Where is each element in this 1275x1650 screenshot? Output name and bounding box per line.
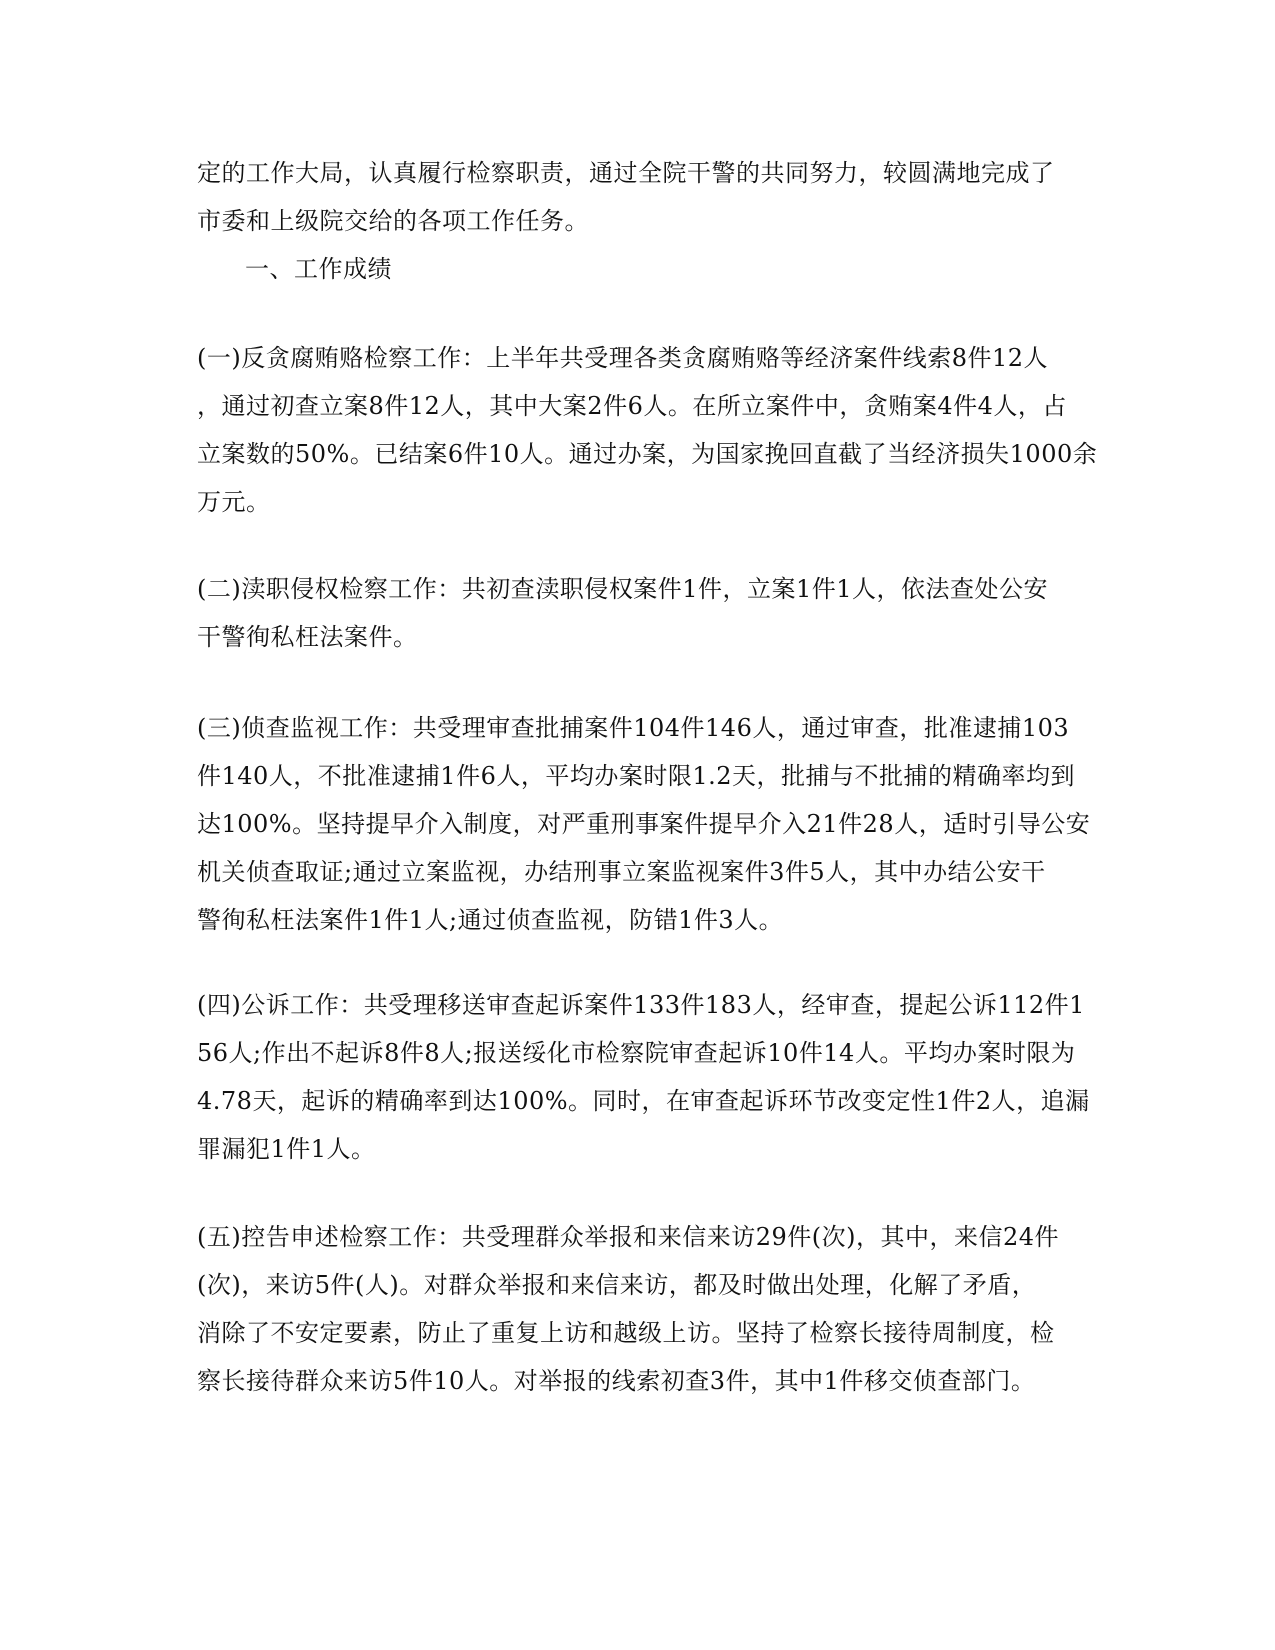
- paragraph-investigation-supervision: [197, 704, 1091, 944]
- paragraph-anti-corruption: [197, 334, 1098, 526]
- paragraph-dereliction: [197, 565, 1077, 661]
- paragraph-line: 56人;作出不起诉8件8人;报送绥化市检察院审查起诉10件14人。平均办案时限为: [197, 1039, 1076, 1067]
- paragraph-line: (次)，来访5件(人)。对群众举报和来信来访，都及时做出处理，化解了矛盾，: [197, 1271, 1037, 1299]
- paragraph-line: (五)控告申述检察工作：共受理群众举报和来信来访29件(次)，其中，来信24件: [197, 1223, 1060, 1251]
- paragraph-line: 机关侦查取证;通过立案监视，办结刑事立案监视案件3件5人，其中办结公安干: [197, 858, 1046, 886]
- intro-line: 定的工作大局，认真履行检察职责，通过全院干警的共同努力，较圆满地完成了: [197, 159, 1055, 187]
- paragraph-prosecution: [197, 981, 1090, 1173]
- paragraph-line: 达100%。坚持提早介入制度，对严重刑事案件提早介入21件28人，适时引导公安: [197, 810, 1091, 838]
- paragraph-line: 消除了不安定要素，防止了重复上访和越级上访。坚持了检察长接待周制度，检: [197, 1319, 1055, 1347]
- paragraph-line: (一)反贪腐贿赂检察工作：上半年共受理各类贪腐贿赂等经济案件线索8件12人: [197, 344, 1049, 372]
- paragraph-line: 件140人，不批准逮捕1件6人，平均办案时限1.2天，批捕与不批捕的精确率均到: [197, 762, 1076, 790]
- paragraph-line: 万元。: [197, 488, 271, 516]
- paragraph-line: 4.78天，起诉的精确率到达100%。同时，在审查起诉环节改变定性1件2人，追漏: [197, 1087, 1090, 1115]
- intro-block: [197, 149, 1077, 293]
- paragraph-line: ，通过初查立案8件12人，其中大案2件6人。在所立案件中，贪贿案4件4人，占: [197, 392, 1067, 420]
- paragraph-line: (三)侦查监视工作：共受理审查批捕案件104件146人，通过审查，批准逮捕103: [197, 714, 1070, 742]
- paragraph-line: 罪漏犯1件1人。: [197, 1135, 376, 1163]
- paragraph-complaints: [197, 1213, 1077, 1405]
- paragraph-line: (四)公诉工作：共受理移送审查起诉案件133件183人，经审查，提起公诉112件1: [197, 991, 1085, 1019]
- paragraph-line: 警徇私枉法案件1件1人;通过侦查监视，防错1件3人。: [197, 906, 784, 934]
- paragraph-line: 干警徇私枉法案件。: [197, 623, 418, 651]
- paragraph-line: 察长接待群众来访5件10人。对举报的线索初查3件，其中1件移交侦查部门。: [197, 1367, 1036, 1395]
- paragraph-line: 立案数的50%。已结案6件10人。通过办案，为国家挽回直截了当经济损失1000余: [197, 440, 1098, 468]
- intro-line: 市委和上级院交给的各项工作任务。: [197, 207, 589, 235]
- section-heading: 一、工作成绩: [245, 255, 392, 283]
- paragraph-line: (二)渎职侵权检察工作：共初查渎职侵权案件1件，立案1件1人，依法查处公安: [197, 575, 1049, 603]
